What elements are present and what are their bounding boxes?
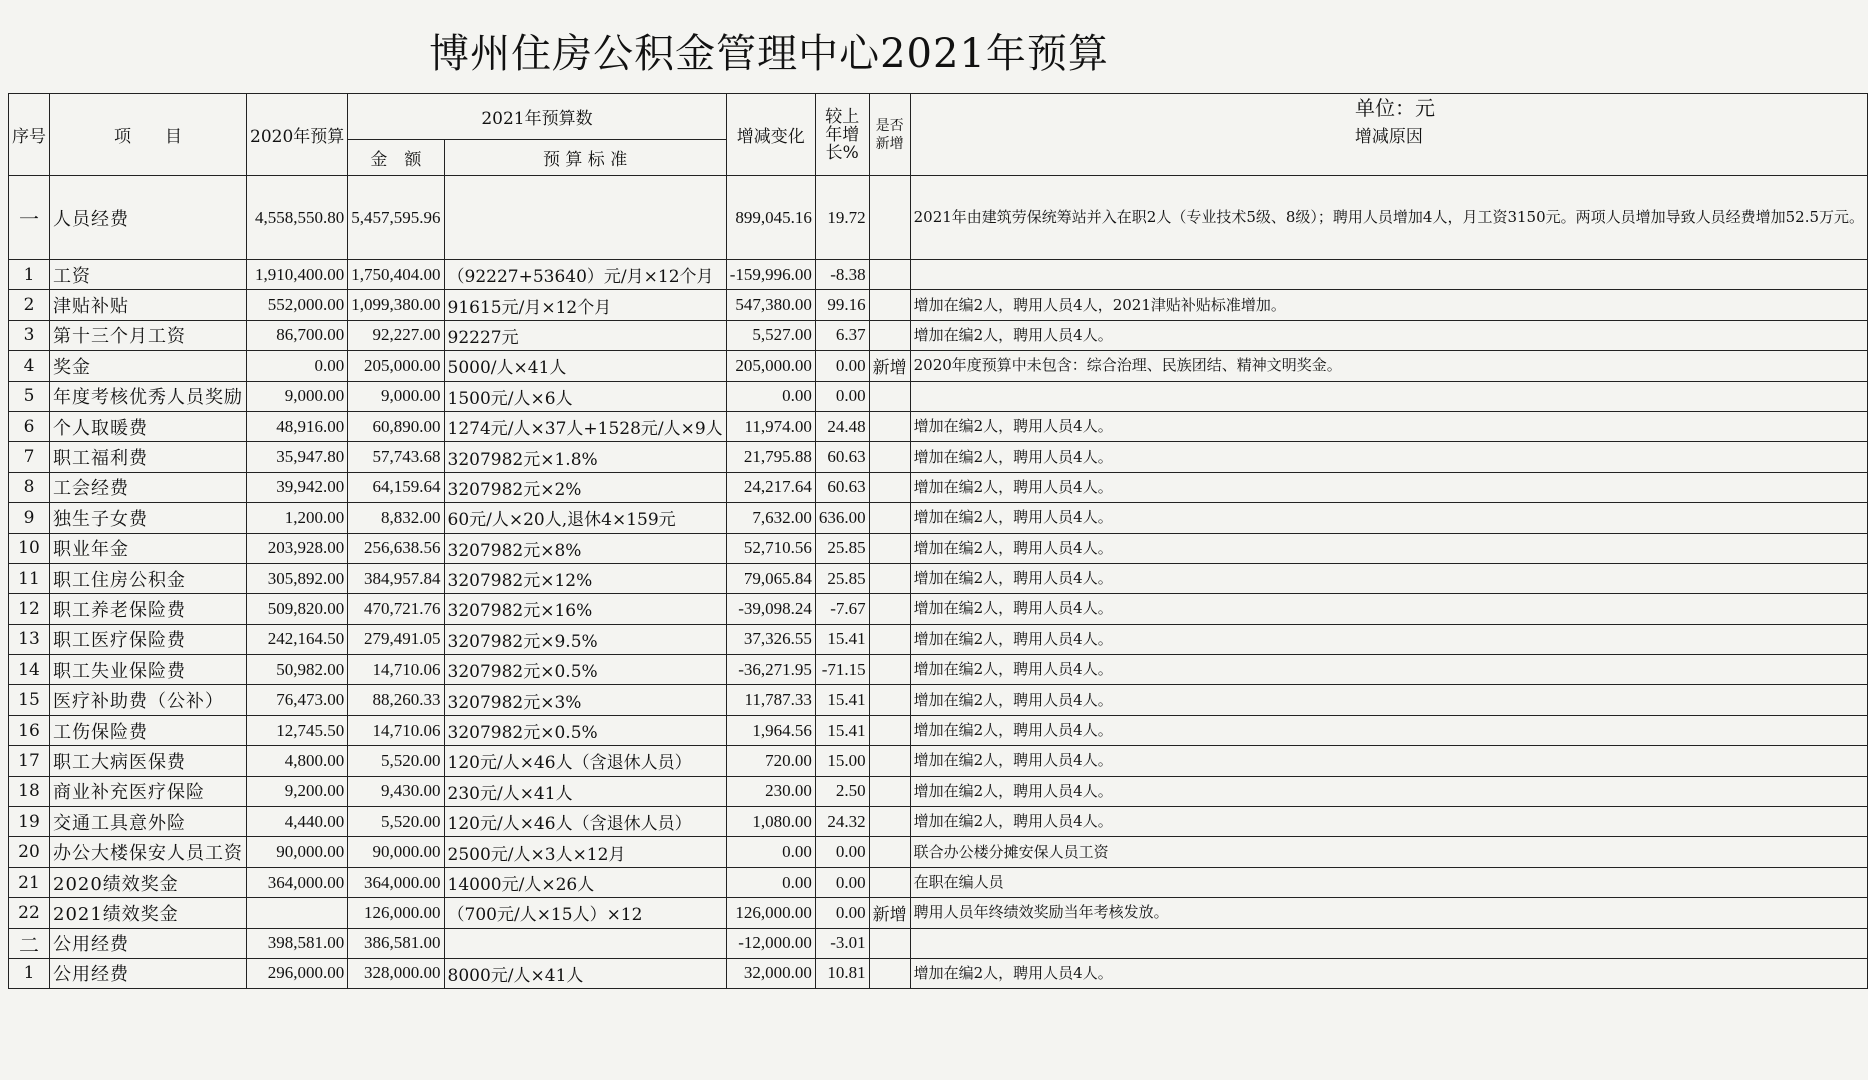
row-reason: 增加在编2人，聘用人员4人。 (910, 807, 1867, 837)
row-change: 24,217.64 (726, 472, 815, 502)
row-seq: 1 (9, 958, 50, 988)
row-is-new (869, 624, 910, 654)
row-item: 2021绩效奖金 (50, 898, 247, 928)
row-is-new (869, 442, 910, 472)
row-item: 工资 (50, 260, 247, 290)
row-growth: -3.01 (815, 928, 869, 958)
row-growth: 636.00 (815, 503, 869, 533)
row-reason: 增加在编2人，聘用人员4人。 (910, 472, 1867, 502)
row-budget-2020: 12,745.50 (247, 715, 348, 745)
budget-table (8, 93, 1868, 989)
row-standard: 92227元 (444, 320, 726, 350)
row-change: 720.00 (726, 746, 815, 776)
row-reason: 增加在编2人，聘用人员4人，2021津贴补贴标准增加。 (910, 290, 1867, 320)
header-is-new: 是否新增 (869, 94, 910, 176)
row-growth: -7.67 (815, 594, 869, 624)
row-amount-2021: 60,890.00 (348, 411, 444, 441)
row-amount-2021: 328,000.00 (348, 958, 444, 988)
row-change: -159,996.00 (726, 260, 815, 290)
row-amount-2021: 1,750,404.00 (348, 260, 444, 290)
row-budget-2020: 48,916.00 (247, 411, 348, 441)
row-item: 商业补充医疗保险 (50, 776, 247, 806)
row-budget-2020: 552,000.00 (247, 290, 348, 320)
row-change: 547,380.00 (726, 290, 815, 320)
row-is-new (869, 837, 910, 867)
row-growth: 0.00 (815, 351, 869, 381)
row-reason: 增加在编2人，聘用人员4人。 (910, 503, 1867, 533)
row-standard: 3207982元×2% (444, 472, 726, 502)
row-budget-2020: 4,558,550.80 (247, 176, 348, 260)
row-standard (444, 928, 726, 958)
row-growth: 25.85 (815, 533, 869, 563)
header-change: 增减变化 (726, 94, 815, 176)
row-amount-2021: 57,743.68 (348, 442, 444, 472)
row-reason: 增加在编2人，聘用人员4人。 (910, 776, 1867, 806)
row-is-new (869, 746, 910, 776)
row-standard: （92227+53640）元/月×12个月 (444, 260, 726, 290)
row-seq: 21 (9, 867, 50, 897)
row-is-new (869, 290, 910, 320)
row-seq: 5 (9, 381, 50, 411)
row-reason: 增加在编2人，聘用人员4人。 (910, 746, 1867, 776)
row-amount-2021: 364,000.00 (348, 867, 444, 897)
row-amount-2021: 205,000.00 (348, 351, 444, 381)
row-is-new (869, 867, 910, 897)
row-budget-2020: 4,440.00 (247, 807, 348, 837)
row-seq: 8 (9, 472, 50, 502)
row-seq: 17 (9, 746, 50, 776)
row-item: 交通工具意外险 (50, 807, 247, 837)
row-change: 899,045.16 (726, 176, 815, 260)
row-seq: 16 (9, 715, 50, 745)
row-is-new (869, 176, 910, 260)
row-standard: 230元/人×41人 (444, 776, 726, 806)
row-seq: 22 (9, 898, 50, 928)
row-growth: 60.63 (815, 442, 869, 472)
row-amount-2021: 384,957.84 (348, 563, 444, 593)
row-change: 11,974.00 (726, 411, 815, 441)
row-seq: 9 (9, 503, 50, 533)
row-item: 2020绩效奖金 (50, 867, 247, 897)
row-growth: -8.38 (815, 260, 869, 290)
row-standard: 2500元/人×3人×12月 (444, 837, 726, 867)
row-amount-2021: 279,491.05 (348, 624, 444, 654)
row-change: 0.00 (726, 867, 815, 897)
row-standard: 120元/人×46人（含退休人员） (444, 746, 726, 776)
row-growth: 19.72 (815, 176, 869, 260)
row-item: 津贴补贴 (50, 290, 247, 320)
table-row (9, 837, 1868, 867)
header-standard: 预 算 标 准 (444, 140, 726, 176)
row-change: -12,000.00 (726, 928, 815, 958)
row-is-new (869, 807, 910, 837)
row-item: 职业年金 (50, 533, 247, 563)
row-growth: 24.32 (815, 807, 869, 837)
row-standard: 8000元/人×41人 (444, 958, 726, 988)
row-budget-2020: 203,928.00 (247, 533, 348, 563)
row-reason: 增加在编2人，聘用人员4人。 (910, 594, 1867, 624)
row-item: 职工失业保险费 (50, 655, 247, 685)
row-reason (910, 381, 1867, 411)
row-change: 0.00 (726, 837, 815, 867)
row-growth: 15.41 (815, 624, 869, 654)
row-change: -36,271.95 (726, 655, 815, 685)
table-row (9, 563, 1868, 593)
row-budget-2020: 509,820.00 (247, 594, 348, 624)
row-item: 第十三个月工资 (50, 320, 247, 350)
page-title: 博州住房公积金管理中心2021年预算 (429, 31, 1109, 77)
row-amount-2021: 9,000.00 (348, 381, 444, 411)
header-budget-2021: 2021年预算数 (348, 94, 726, 140)
row-reason: 增加在编2人，聘用人员4人。 (910, 958, 1867, 988)
row-growth: 24.48 (815, 411, 869, 441)
row-amount-2021: 8,832.00 (348, 503, 444, 533)
row-amount-2021: 5,520.00 (348, 746, 444, 776)
row-budget-2020: 76,473.00 (247, 685, 348, 715)
row-budget-2020 (247, 898, 348, 928)
row-budget-2020: 39,942.00 (247, 472, 348, 502)
table-row (9, 381, 1868, 411)
row-item: 医疗补助费（公补） (50, 685, 247, 715)
row-item: 公用经费 (50, 958, 247, 988)
row-budget-2020: 35,947.80 (247, 442, 348, 472)
row-seq: 14 (9, 655, 50, 685)
table-row (9, 655, 1868, 685)
row-seq: 二 (9, 928, 50, 958)
row-item: 职工养老保险费 (50, 594, 247, 624)
row-item: 工会经费 (50, 472, 247, 502)
row-budget-2020: 398,581.00 (247, 928, 348, 958)
row-reason: 联合办公楼分摊安保人员工资 (910, 837, 1867, 867)
row-reason: 增加在编2人，聘用人员4人。 (910, 533, 1867, 563)
table-row (9, 411, 1868, 441)
row-growth: 0.00 (815, 381, 869, 411)
row-seq: 一 (9, 176, 50, 260)
row-growth: 15.00 (815, 746, 869, 776)
table-row (9, 260, 1868, 290)
row-growth: 6.37 (815, 320, 869, 350)
row-change: 52,710.56 (726, 533, 815, 563)
row-seq: 4 (9, 351, 50, 381)
row-amount-2021: 9,430.00 (348, 776, 444, 806)
row-amount-2021: 92,227.00 (348, 320, 444, 350)
row-reason: 聘用人员年终绩效奖励当年考核发放。 (910, 898, 1867, 928)
row-budget-2020: 296,000.00 (247, 958, 348, 988)
row-growth: 60.63 (815, 472, 869, 502)
row-seq: 19 (9, 807, 50, 837)
table-row (9, 776, 1868, 806)
row-reason: 2020年度预算中未包含：综合治理、民族团结、精神文明奖金。 (910, 351, 1867, 381)
row-reason: 增加在编2人，聘用人员4人。 (910, 563, 1867, 593)
row-amount-2021: 14,710.06 (348, 715, 444, 745)
row-budget-2020: 50,982.00 (247, 655, 348, 685)
row-change: 0.00 (726, 381, 815, 411)
row-standard: 5000/人×41人 (444, 351, 726, 381)
row-item: 职工福利费 (50, 442, 247, 472)
row-item: 人员经费 (50, 176, 247, 260)
row-seq: 2 (9, 290, 50, 320)
row-reason: 增加在编2人，聘用人员4人。 (910, 685, 1867, 715)
row-reason (910, 928, 1867, 958)
row-is-new (869, 776, 910, 806)
table-row (9, 898, 1868, 928)
row-item: 奖金 (50, 351, 247, 381)
row-standard: 3207982元×8% (444, 533, 726, 563)
row-item: 独生子女费 (50, 503, 247, 533)
row-is-new (869, 715, 910, 745)
row-is-new (869, 563, 910, 593)
row-reason: 增加在编2人，聘用人员4人。 (910, 442, 1867, 472)
row-is-new: 新增 (869, 351, 910, 381)
row-growth: 2.50 (815, 776, 869, 806)
table-row (9, 807, 1868, 837)
row-reason: 增加在编2人，聘用人员4人。 (910, 715, 1867, 745)
header-budget-2020: 2020年预算 (247, 94, 348, 176)
row-reason: 增加在编2人，聘用人员4人。 (910, 624, 1867, 654)
row-amount-2021: 88,260.33 (348, 685, 444, 715)
row-item: 职工医疗保险费 (50, 624, 247, 654)
row-standard: 120元/人×46人（含退休人员） (444, 807, 726, 837)
row-reason: 增加在编2人，聘用人员4人。 (910, 411, 1867, 441)
row-seq: 13 (9, 624, 50, 654)
row-seq: 18 (9, 776, 50, 806)
row-growth: 25.85 (815, 563, 869, 593)
table-row (9, 685, 1868, 715)
row-standard: 3207982元×16% (444, 594, 726, 624)
row-seq: 11 (9, 563, 50, 593)
table-row (9, 472, 1868, 502)
row-is-new (869, 533, 910, 563)
row-standard: 91615元/月×12个月 (444, 290, 726, 320)
row-seq: 15 (9, 685, 50, 715)
row-seq: 10 (9, 533, 50, 563)
row-budget-2020: 305,892.00 (247, 563, 348, 593)
row-standard: 3207982元×1.8% (444, 442, 726, 472)
row-growth: 0.00 (815, 898, 869, 928)
header-amount: 金 额 (348, 140, 444, 176)
row-growth: -71.15 (815, 655, 869, 685)
table-row (9, 867, 1868, 897)
row-item: 年度考核优秀人员奖励 (50, 381, 247, 411)
row-change: 37,326.55 (726, 624, 815, 654)
row-budget-2020: 0.00 (247, 351, 348, 381)
row-change: 11,787.33 (726, 685, 815, 715)
row-growth: 15.41 (815, 715, 869, 745)
row-item: 办公大楼保安人员工资 (50, 837, 247, 867)
row-amount-2021: 126,000.00 (348, 898, 444, 928)
row-change: 126,000.00 (726, 898, 815, 928)
row-seq: 1 (9, 260, 50, 290)
row-seq: 20 (9, 837, 50, 867)
row-is-new (869, 381, 910, 411)
row-change: 205,000.00 (726, 351, 815, 381)
row-reason: 在职在编人员 (910, 867, 1867, 897)
row-item: 公用经费 (50, 928, 247, 958)
row-standard: 3207982元×9.5% (444, 624, 726, 654)
row-amount-2021: 90,000.00 (348, 837, 444, 867)
row-standard: 14000元/人×26人 (444, 867, 726, 897)
table-row (9, 746, 1868, 776)
row-is-new (869, 260, 910, 290)
row-seq: 12 (9, 594, 50, 624)
row-is-new (869, 594, 910, 624)
table-row (9, 594, 1868, 624)
table-row (9, 320, 1868, 350)
row-growth: 10.81 (815, 958, 869, 988)
table-row (9, 624, 1868, 654)
row-change: 1,964.56 (726, 715, 815, 745)
row-standard: 3207982元×0.5% (444, 655, 726, 685)
row-budget-2020: 9,200.00 (247, 776, 348, 806)
row-reason (910, 260, 1867, 290)
row-change: 1,080.00 (726, 807, 815, 837)
row-standard: 3207982元×12% (444, 563, 726, 593)
header-growth: 较上年增长% (815, 94, 869, 176)
row-seq: 6 (9, 411, 50, 441)
row-budget-2020: 364,000.00 (247, 867, 348, 897)
row-standard: 3207982元×0.5% (444, 715, 726, 745)
row-seq: 7 (9, 442, 50, 472)
row-is-new: 新增 (869, 898, 910, 928)
row-amount-2021: 386,581.00 (348, 928, 444, 958)
row-growth: 99.16 (815, 290, 869, 320)
row-standard: 1500元/人×6人 (444, 381, 726, 411)
row-growth: 0.00 (815, 837, 869, 867)
section-row (9, 928, 1868, 958)
table-row (9, 958, 1868, 988)
row-is-new (869, 685, 910, 715)
row-amount-2021: 5,520.00 (348, 807, 444, 837)
row-change: 7,632.00 (726, 503, 815, 533)
row-change: 21,795.88 (726, 442, 815, 472)
row-budget-2020: 1,910,400.00 (247, 260, 348, 290)
row-seq: 3 (9, 320, 50, 350)
row-change: 79,065.84 (726, 563, 815, 593)
row-item: 职工大病医保费 (50, 746, 247, 776)
row-change: 32,000.00 (726, 958, 815, 988)
row-amount-2021: 470,721.76 (348, 594, 444, 624)
row-is-new (869, 655, 910, 685)
row-reason: 增加在编2人，聘用人员4人。 (910, 655, 1867, 685)
row-standard: （700元/人×15人）×12 (444, 898, 726, 928)
unit-label: 单位：元 (1355, 96, 1435, 120)
row-item: 工伤保险费 (50, 715, 247, 745)
row-standard: 3207982元×3% (444, 685, 726, 715)
header-seq: 序号 (9, 94, 50, 176)
table-row (9, 715, 1868, 745)
row-budget-2020: 90,000.00 (247, 837, 348, 867)
row-budget-2020: 86,700.00 (247, 320, 348, 350)
row-reason: 2021年由建筑劳保统筹站并入在职2人（专业技术5级、8级）；聘用人员增加4人，月工资3150元。两项人员增加导致人员经费增加52.5万元。 (910, 176, 1867, 260)
table-row (9, 533, 1868, 563)
header-reason: 增减原因 (910, 94, 1867, 176)
row-change: 5,527.00 (726, 320, 815, 350)
row-is-new (869, 928, 910, 958)
row-budget-2020: 1,200.00 (247, 503, 348, 533)
row-budget-2020: 242,164.50 (247, 624, 348, 654)
row-is-new (869, 958, 910, 988)
table-row (9, 290, 1868, 320)
table-row (9, 442, 1868, 472)
row-is-new (869, 320, 910, 350)
row-is-new (869, 472, 910, 502)
section-row (9, 176, 1868, 260)
row-amount-2021: 64,159.64 (348, 472, 444, 502)
row-standard (444, 176, 726, 260)
row-is-new (869, 503, 910, 533)
row-item: 职工住房公积金 (50, 563, 247, 593)
row-amount-2021: 1,099,380.00 (348, 290, 444, 320)
row-item: 个人取暖费 (50, 411, 247, 441)
row-amount-2021: 14,710.06 (348, 655, 444, 685)
row-standard: 1274元/人×37人+1528元/人×9人 (444, 411, 726, 441)
row-change: 230.00 (726, 776, 815, 806)
row-reason: 增加在编2人，聘用人员4人。 (910, 320, 1867, 350)
header-item: 项 目 (50, 94, 247, 176)
row-amount-2021: 5,457,595.96 (348, 176, 444, 260)
table-row (9, 351, 1868, 381)
row-change: -39,098.24 (726, 594, 815, 624)
row-budget-2020: 9,000.00 (247, 381, 348, 411)
row-is-new (869, 411, 910, 441)
row-standard: 60元/人×20人,退休4×159元 (444, 503, 726, 533)
row-growth: 0.00 (815, 867, 869, 897)
table-row (9, 503, 1868, 533)
row-amount-2021: 256,638.56 (348, 533, 444, 563)
row-budget-2020: 4,800.00 (247, 746, 348, 776)
row-growth: 15.41 (815, 685, 869, 715)
